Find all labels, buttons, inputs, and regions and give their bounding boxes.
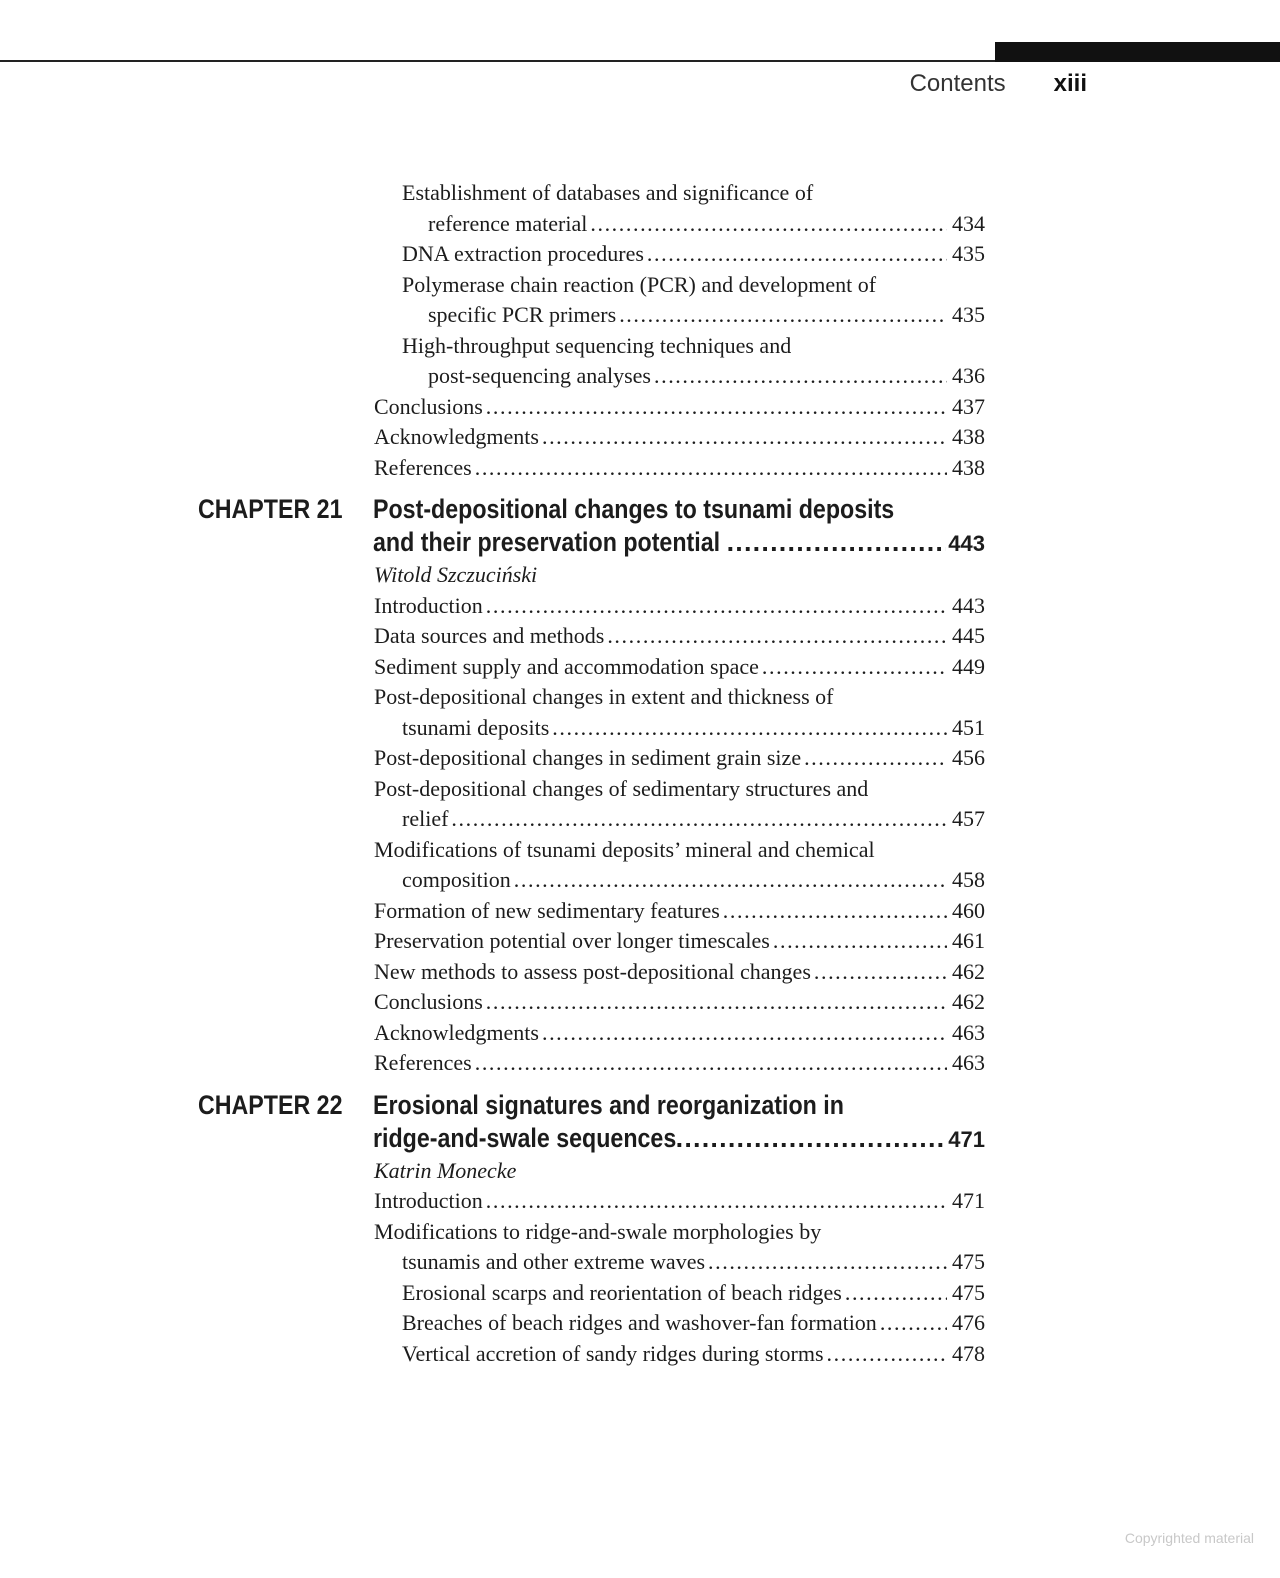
- toc-entry[interactable]: [0, 835, 1280, 896]
- toc-entry-line: [374, 392, 985, 423]
- toc-entry-title: Polymerase chain reaction (PCR) and development of: [402, 271, 877, 297]
- toc-entry-title: Sediment supply and accommodation space: [374, 653, 759, 679]
- toc-entry-line: [428, 209, 985, 240]
- toc-entry-title: tsunamis and other extreme waves: [402, 1249, 706, 1274]
- toc-entry-line: [374, 743, 985, 774]
- dot-leader: [486, 987, 947, 1018]
- dot-leader: [723, 896, 947, 927]
- toc-page-number: 478: [952, 1340, 985, 1366]
- toc-page-number: 463: [952, 1050, 985, 1075]
- toc-page-number: 461: [952, 928, 985, 953]
- toc-page-number: 460: [952, 897, 985, 923]
- copyright-watermark: Copyrighted material: [1124, 1530, 1254, 1546]
- toc-entry-title: References: [374, 1050, 472, 1075]
- chapter-title-line: [373, 1122, 985, 1156]
- chapter-author: Witold Szczuciński: [374, 562, 538, 587]
- toc-page-number: 435: [952, 241, 985, 266]
- toc-entry-line: [402, 1339, 985, 1370]
- dot-leader: [514, 865, 947, 896]
- toc-entry[interactable]: [0, 1048, 1280, 1079]
- chapter-title: [373, 1089, 985, 1156]
- table-of-contents: [0, 178, 1280, 1369]
- toc-entry[interactable]: [0, 743, 1280, 774]
- toc-page-number: 438: [952, 454, 985, 480]
- toc-entry-line: [402, 331, 985, 362]
- toc-page-number: 456: [952, 745, 985, 770]
- toc-entry-line: [374, 652, 985, 683]
- toc-entry-title: Formation of new sedimentary features: [374, 897, 720, 923]
- toc-entry-title: Introduction: [374, 592, 483, 618]
- toc-entry-title: Modifications of tsunami deposits’ mineral and chemical: [374, 836, 875, 862]
- toc-entry[interactable]: [0, 1339, 1280, 1370]
- toc-entry-title: New methods to assess post-depositional changes: [374, 958, 811, 984]
- running-head: [910, 70, 1087, 98]
- toc-page-number: 451: [952, 714, 985, 740]
- toc-entry-line: [374, 591, 985, 622]
- dot-leader: [676, 1122, 947, 1155]
- toc-entry[interactable]: [0, 1186, 1280, 1217]
- dot-leader: [827, 1339, 947, 1370]
- chapter-heading[interactable]: [0, 493, 1280, 560]
- toc-entry[interactable]: [0, 682, 1280, 743]
- chapter-title-text: and their preservation potential: [373, 527, 721, 557]
- toc-entry[interactable]: [0, 331, 1280, 392]
- toc-entry-line: [374, 682, 985, 713]
- header-bar: [995, 42, 1280, 62]
- toc-page-number: 462: [952, 989, 985, 1014]
- toc-entry-title: Introduction: [374, 1188, 483, 1213]
- toc-entry-line: [374, 453, 985, 484]
- toc-entry-title: tsunami deposits: [402, 714, 550, 740]
- toc-entry-line: [374, 621, 985, 652]
- chapter-author: Katrin Monecke: [374, 1157, 517, 1183]
- running-head-page-number: xiii: [1053, 70, 1087, 97]
- dot-leader: [475, 1048, 947, 1079]
- chapter-title-line: [373, 1089, 985, 1122]
- chapter-label: CHAPTER 22: [198, 1089, 343, 1120]
- toc-entry-title: Erosional scarps and reorientation of beach ridges: [402, 1279, 842, 1305]
- toc-entry-title: Preservation potential over longer timescales: [374, 928, 770, 953]
- dot-leader: [552, 713, 947, 744]
- toc-entry-title: specific PCR primers: [428, 302, 617, 327]
- toc-entry-title: Vertical accretion of sandy ridges during storms: [402, 1340, 824, 1366]
- toc-entry[interactable]: [0, 774, 1280, 835]
- toc-entry[interactable]: [0, 591, 1280, 622]
- toc-page-number: 458: [952, 867, 985, 892]
- toc-entry-line: [402, 239, 985, 270]
- toc-entry-line: [402, 1308, 985, 1339]
- running-head-title: Contents: [909, 70, 1006, 97]
- toc-entry[interactable]: [0, 1278, 1280, 1309]
- toc-entry-line: [402, 713, 985, 744]
- toc-entry-title: References: [374, 454, 472, 480]
- chapter-heading[interactable]: [0, 1089, 1280, 1156]
- toc-entry-title: Post-depositional changes in sediment grain size: [374, 745, 802, 770]
- toc-entry-line: [374, 1048, 985, 1079]
- toc-page-number: 476: [952, 1310, 985, 1335]
- toc-entry-line: [374, 1018, 985, 1049]
- toc-entry-title: Modifications to ridge-and-swale morphologies by: [374, 1218, 822, 1244]
- toc-entry-title: Post-depositional changes of sedimentary structures and: [374, 775, 869, 801]
- toc-entry-title: Breaches of beach ridges and washover-fan formation: [402, 1310, 877, 1335]
- toc-entry-title: post-sequencing analyses: [428, 363, 651, 388]
- toc-entry-title: Conclusions: [374, 393, 483, 419]
- toc-page-number: 457: [952, 806, 985, 831]
- toc-entry-line: [402, 865, 985, 896]
- toc-entry-line: [402, 270, 985, 301]
- dot-leader: [727, 526, 947, 559]
- dot-leader: [773, 926, 947, 957]
- dot-leader: [475, 453, 947, 484]
- toc-page-number: 445: [952, 623, 985, 648]
- dot-leader: [708, 1247, 947, 1278]
- dot-leader: [590, 209, 947, 240]
- toc-page-number: 443: [952, 592, 985, 618]
- toc-entry-line: [402, 178, 985, 209]
- toc-entry-line: [374, 987, 985, 1018]
- toc-entry[interactable]: [0, 621, 1280, 652]
- dot-leader: [542, 422, 947, 453]
- chapter-label: CHAPTER 21: [198, 494, 343, 524]
- dot-leader: [542, 1018, 947, 1049]
- toc-page-number: 462: [952, 958, 985, 984]
- dot-leader: [654, 361, 947, 392]
- toc-entry-line: [374, 1186, 985, 1217]
- chapter-title-line: [373, 526, 985, 560]
- dot-leader: [486, 392, 947, 423]
- toc-entry-title: reference material: [428, 210, 588, 236]
- chapter-page-number: 443: [948, 531, 985, 556]
- toc-entry-line: [374, 1217, 985, 1248]
- toc-entry-line: [374, 957, 985, 988]
- toc-page-number: 463: [952, 1019, 985, 1045]
- toc-entry[interactable]: [0, 178, 1280, 239]
- toc-entry[interactable]: [0, 392, 1280, 423]
- dot-leader: [619, 300, 947, 331]
- toc-page-number: 475: [952, 1249, 985, 1274]
- toc-entry-title: High-throughput sequencing techniques and: [402, 332, 792, 358]
- toc-entry-line: [402, 1247, 985, 1278]
- toc-page-number: 437: [952, 393, 985, 419]
- toc-entry-line: [402, 804, 985, 835]
- toc-entry[interactable]: [0, 926, 1280, 957]
- toc-entry-line: [374, 926, 985, 957]
- dot-leader: [451, 804, 947, 835]
- dot-leader: [804, 743, 947, 774]
- toc-entry-line: [428, 300, 985, 331]
- toc-page-number: 434: [952, 210, 985, 236]
- toc-entry[interactable]: [0, 987, 1280, 1018]
- toc-entry[interactable]: [0, 453, 1280, 484]
- chapter-title: [373, 493, 985, 560]
- toc-entry-title: Data sources and methods: [374, 623, 605, 648]
- toc-entry[interactable]: [0, 239, 1280, 270]
- toc-entry-title: Acknowledgments: [374, 424, 539, 449]
- toc-entry[interactable]: [0, 1018, 1280, 1049]
- chapter-title-text: Post-depositional changes to tsunami deposits: [373, 494, 895, 524]
- toc-entry[interactable]: [0, 896, 1280, 927]
- toc-page-number: 475: [952, 1279, 985, 1305]
- toc-entry-line: [374, 422, 985, 453]
- toc-entry-line: [374, 774, 985, 805]
- dot-leader: [762, 652, 947, 683]
- dot-leader: [814, 957, 947, 988]
- dot-leader: [845, 1278, 947, 1309]
- toc-entry[interactable]: [0, 957, 1280, 988]
- dot-leader: [486, 591, 947, 622]
- chapter-title-line: [373, 493, 985, 526]
- dot-leader: [486, 1186, 947, 1217]
- toc-entry-title: Conclusions: [374, 989, 483, 1014]
- toc-entry-line: [402, 1278, 985, 1309]
- toc-entry[interactable]: [0, 270, 1280, 331]
- toc-entry-title: DNA extraction procedures: [402, 241, 644, 266]
- chapter-title-text: Erosional signatures and reorganization in: [373, 1089, 844, 1120]
- toc-entry-line: [374, 835, 985, 866]
- dot-leader: [647, 239, 947, 270]
- dot-leader: [880, 1308, 947, 1339]
- toc-entry-title: Acknowledgments: [374, 1019, 539, 1045]
- toc-entry-title: Post-depositional changes in extent and thickness of: [374, 684, 834, 709]
- toc-page-number: 435: [952, 302, 985, 327]
- toc-entry[interactable]: [0, 1308, 1280, 1339]
- toc-entry-line: [374, 896, 985, 927]
- toc-entry-title: composition: [402, 867, 511, 892]
- dot-leader: [607, 621, 947, 652]
- chapter-title-text: ridge-and-swale sequences: [373, 1122, 677, 1153]
- toc-entry[interactable]: [0, 652, 1280, 683]
- toc-entry-line: [428, 361, 985, 392]
- toc-page-number: 436: [952, 363, 985, 388]
- chapter-page-number: 471: [948, 1126, 985, 1152]
- toc-entry-title: Establishment of databases and significance of: [402, 180, 814, 205]
- toc-entry[interactable]: [0, 422, 1280, 453]
- toc-page-number: 449: [952, 653, 985, 679]
- toc-entry[interactable]: [0, 1217, 1280, 1278]
- toc-entry-title: relief: [402, 806, 449, 831]
- toc-page-number: 438: [952, 424, 985, 449]
- toc-page-number: 471: [952, 1188, 985, 1213]
